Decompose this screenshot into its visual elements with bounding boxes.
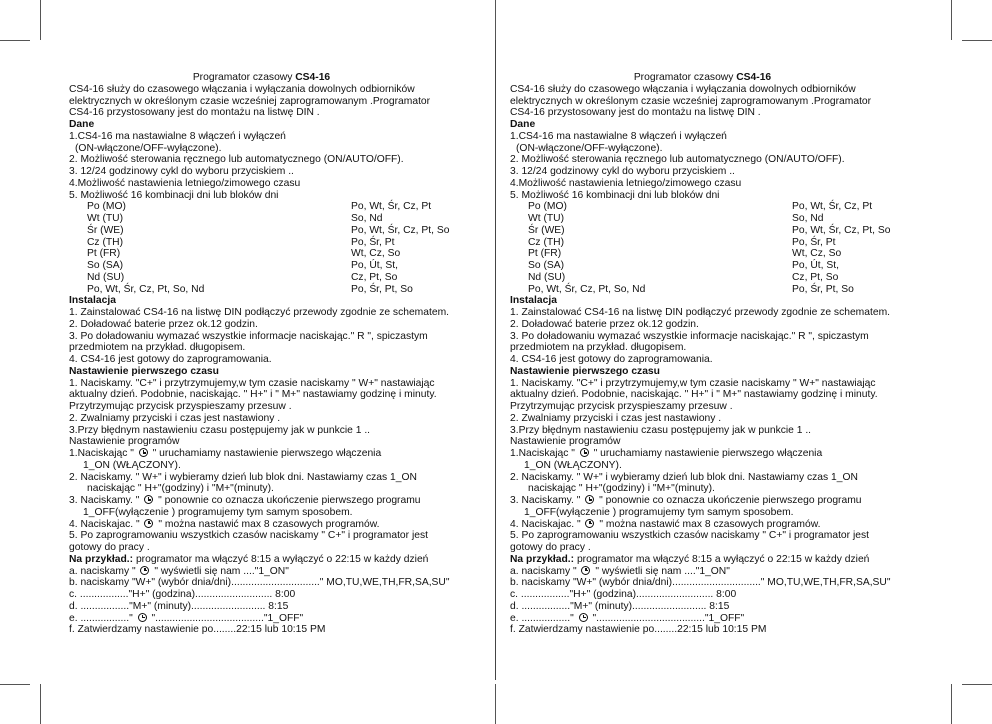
example-line: f. Zatwierdzamy nastawienie po........22:15 lub 10:15 PM (510, 624, 767, 636)
crop-mark (962, 40, 992, 41)
czas-line: Przytrzymując przycisk przyspieszamy przesuw . (69, 401, 292, 412)
day-row: Śr (WE) Po, Wt, Śr, Cz, Pt, So (87, 224, 450, 236)
program-line: 3. Naciskamy. " " ponownie co oznacza ukończenie pierwszego programu (69, 495, 421, 506)
crop-mark (40, 684, 41, 724)
day-row: Cz (TH) Po, Śr, Pt (87, 236, 395, 248)
intro-line: CS4-16 służy do czasowego włączania i wyłączania dowolnych odbiorników (510, 83, 856, 95)
program-line: 1_ON (WŁĄCZONY). (83, 459, 181, 471)
instalacja-line: 2. Doładować baterie przez ok.12 godzin. (69, 318, 258, 330)
czas-line: 3.Przy błędnym nastawieniu czasu postępujemy jak w punkcie 1 .. (69, 424, 371, 436)
example-heading: Na przykład.: programator ma włączyć 8:15 a wyłączyć o 22:15 w każdy dzień (510, 553, 870, 565)
day-row: Śr (WE) Po, Wt, Śr, Cz, Pt, So (528, 224, 891, 236)
clock-icon (579, 613, 588, 622)
example-line: b. naciskamy "W+" (wybór dnia/dni)..............................." MO,TU,WE,TH,FR,SA,SU" (69, 577, 450, 589)
clock-icon (139, 448, 148, 457)
section-heading-programy: Nastawienie programów (510, 436, 621, 448)
dane-line: 1.CS4-16 ma nastawialne 8 włączeń i wyłączeń (69, 130, 286, 142)
czas-line: Przytrzymując przycisk przyspieszamy przesuw . (510, 401, 733, 412)
czas-line: 2. Zwalniamy przyciski i czas jest nastawiony . (69, 412, 281, 424)
clock-icon (138, 613, 147, 622)
program-line: 5. Po zaprogramowaniu wszystkich czasów naciskamy " C+" i programator jest (69, 530, 428, 542)
day-row: Po (MO) Po, Wt, Śr, Cz, Pt (87, 201, 432, 213)
czas-line: 1. Naciskamy. "C+" i przytrzymujemy,w tym czasie naciskamy " W+" nastawiając (510, 377, 876, 389)
page-column-left (69, 72, 489, 636)
section-heading-dane: Dane (510, 119, 536, 130)
crop-mark (495, 0, 496, 40)
day-row: Po, Wt, Śr, Cz, Pt, So, Nd Po, Śr, Pt, So (528, 283, 854, 295)
dane-line: 3. 12/24 godzinowy cykl do wyboru przyciskiem .. (69, 166, 294, 177)
instalacja-line: 1. Zainstalować CS4-16 na listwę DIN podłączyć przewody zgodnie ze schematem. (510, 307, 891, 318)
example-line: b. naciskamy "W+" (wybór dnia/dni)..............................." MO,TU,WE,TH,FR,SA,SU" (510, 577, 891, 589)
page-column-right (510, 72, 930, 636)
day-row: Po (MO) Po, Wt, Śr, Cz, Pt (528, 201, 873, 213)
section-heading-programy: Nastawienie programów (69, 436, 180, 448)
day-row: Nd (SU) Cz, Pt, So (87, 271, 398, 283)
day-row: Pt (FR) Wt, Cz, So (87, 248, 401, 260)
czas-line: aktualny dzień. Podobnie, naciskając. " H+" i " M+" nastawiamy godzinę i minuty. (510, 389, 878, 401)
example-line: d. ................."M+" (minuty).......................... 8:15 (69, 600, 289, 612)
instalacja-line: przedmiotem na przykład. długopisem. (69, 342, 246, 354)
program-line: 2. Naciskamy. " W+" i wybieramy dzień lub blok dni. Nastawiamy czas 1_ON (510, 471, 858, 483)
instalacja-line: 2. Doładować baterie przez ok.12 godzin. (510, 318, 699, 330)
czas-line: 3.Przy błędnym nastawieniu czasu postępujemy jak w punkcie 1 .. (510, 424, 812, 436)
example-line: e. ................." "......................................"1_OFF" (69, 612, 304, 624)
day-row: Wt (TU) So, Nd (528, 213, 824, 224)
program-line: gotowy do pracy . (510, 542, 591, 553)
example-line: c. ................."H+" (godzina)........................... 8:00 (510, 589, 737, 600)
intro-line: CS4-16 służy do czasowego włączania i wyłączania dowolnych odbiorników (69, 83, 415, 95)
example-heading: Na przykład.: programator ma włączyć 8:15 a wyłączyć o 22:15 w każdy dzień (69, 553, 429, 565)
program-line: 1.Naciskając " " uruchamiamy nastawienie pierwszego włączenia (69, 448, 382, 459)
program-line: naciskając " H+"(godziny) i "M+"(minuty). (87, 483, 274, 495)
crop-mark (0, 40, 30, 41)
program-line: 4. Naciskajac. " " można nastawić max 8 czasowych programów. (510, 518, 821, 530)
crop-mark (962, 684, 992, 685)
clock-icon (581, 566, 590, 575)
program-line: naciskając " H+"(godziny) i "M+"(minuty). (528, 483, 715, 495)
section-heading-czas: Nastawienie pierwszego czasu (510, 365, 660, 377)
section-heading-instalacja: Instalacja (510, 295, 557, 307)
crop-mark (0, 684, 30, 685)
program-line: 1_ON (WŁĄCZONY). (524, 459, 622, 471)
intro-line: elektrycznych w określonym czasie wcześniej zaprogramowanym .Programator (510, 95, 872, 107)
intro-line: CS4-16 przystosowany jest do montażu na listwę DIN . (510, 107, 761, 119)
example-line: a. naciskamy " " wyświetli się nam ...."1_ON" (69, 565, 289, 577)
day-row: Nd (SU) Cz, Pt, So (528, 271, 839, 283)
instalacja-line: 1. Zainstalować CS4-16 na listwę DIN podłączyć przewody zgodnie ze schematem. (69, 307, 450, 318)
clock-icon (585, 495, 594, 504)
day-row: Po, Wt, Śr, Cz, Pt, So, Nd Po, Śr, Pt, So (87, 283, 413, 295)
program-line: 4. Naciskajac. " " można nastawić max 8 czasowych programów. (69, 518, 380, 530)
crop-mark (951, 684, 952, 724)
instalacja-line: 4. CS4-16 jest gotowy do zaprogramowania. (510, 354, 713, 365)
example-line: c. ................."H+" (godzina)........................... 8:00 (69, 589, 296, 600)
czas-line: 1. Naciskamy. "C+" i przytrzymujemy,w tym czasie naciskamy " W+" nastawiając (69, 377, 435, 389)
instalacja-line: 4. CS4-16 jest gotowy do zaprogramowania. (69, 354, 272, 365)
instalacja-line: 3. Po doładowaniu wymazać wszystkie informacje naciskając." R ", spiczastym (69, 330, 428, 342)
day-row: So (SA) Po, Út, St, (528, 260, 839, 271)
dane-line: (ON-włączone/OFF-wyłączone). (75, 142, 222, 154)
section-heading-czas: Nastawienie pierwszego czasu (69, 365, 219, 377)
dane-line: 5. Możliwość 16 kombinacji dni lub bloków dni (69, 189, 279, 201)
program-line: 1_OFF(wyłączenie ) programujemy tym samym sposobem. (524, 506, 794, 518)
czas-line: 2. Zwalniamy przyciski i czas jest nastawiony . (510, 412, 722, 424)
dane-line: 1.CS4-16 ma nastawialne 8 włączeń i wyłączeń (510, 130, 727, 142)
program-line: 5. Po zaprogramowaniu wszystkich czasów naciskamy " C+" i programator jest (510, 530, 869, 542)
example-line: a. naciskamy " " wyświetli się nam ...."1_ON" (510, 565, 730, 577)
example-line: d. ................."M+" (minuty).......................... 8:15 (510, 600, 730, 612)
program-line: 3. Naciskamy. " " ponownie co oznacza ukończenie pierwszego programu (510, 495, 862, 506)
program-line: gotowy do pracy . (69, 542, 150, 553)
dane-line: 3. 12/24 godzinowy cykl do wyboru przyciskiem .. (510, 166, 735, 177)
dane-line: (ON-włączone/OFF-wyłączone). (516, 142, 663, 154)
clock-icon (140, 566, 149, 575)
crop-mark (40, 0, 41, 40)
instalacja-line: przedmiotem na przykład. długopisem. (510, 342, 687, 354)
intro-line: CS4-16 przystosowany jest do montażu na listwę DIN . (69, 107, 320, 119)
clock-icon (144, 495, 153, 504)
example-line: e. ................." "......................................"1_OFF" (510, 612, 745, 624)
clock-icon (585, 519, 594, 528)
program-line: 1.Naciskając " " uruchamiamy nastawienie pierwszego włączenia (510, 448, 823, 459)
day-row: So (SA) Po, Út, St, (87, 260, 398, 271)
intro-line: elektrycznych w określonym czasie wcześniej zaprogramowanym .Programator (69, 95, 431, 107)
dane-line: 4.Możliwość nastawienia letniego/zimowego czasu (510, 177, 742, 189)
fold-line (495, 40, 496, 680)
section-heading-dane: Dane (69, 119, 95, 130)
doc-title: Programator czasowy CS4-16 (633, 72, 772, 83)
dane-line: 5. Możliwość 16 kombinacji dni lub bloków dni (510, 189, 720, 201)
dane-line: 4.Możliwość nastawienia letniego/zimowego czasu (69, 177, 301, 189)
dane-line: 2. Możliwość sterowania ręcznego lub automatycznego (ON/AUTO/OFF). (510, 154, 845, 166)
day-row: Pt (FR) Wt, Cz, So (528, 248, 842, 260)
program-line: 2. Naciskamy. " W+" i wybieramy dzień lub blok dni. Nastawiamy czas 1_ON (69, 471, 417, 483)
section-heading-instalacja: Instalacja (69, 295, 116, 307)
dane-line: 2. Możliwość sterowania ręcznego lub automatycznego (ON/AUTO/OFF). (69, 154, 404, 166)
day-row: Cz (TH) Po, Śr, Pt (528, 236, 836, 248)
doc-title: Programator czasowy CS4-16 (192, 72, 331, 83)
clock-icon (144, 519, 153, 528)
day-row: Wt (TU) So, Nd (87, 213, 383, 224)
program-line: 1_OFF(wyłączenie ) programujemy tym samym sposobem. (83, 506, 353, 518)
clock-icon (580, 448, 589, 457)
instalacja-line: 3. Po doładowaniu wymazać wszystkie informacje naciskając." R ", spiczastym (510, 330, 869, 342)
czas-line: aktualny dzień. Podobnie, naciskając. " H+" i " M+" nastawiamy godzinę i minuty. (69, 389, 437, 401)
crop-mark (495, 684, 496, 724)
crop-mark (951, 0, 952, 40)
example-line: f. Zatwierdzamy nastawienie po........22:15 lub 10:15 PM (69, 624, 326, 636)
